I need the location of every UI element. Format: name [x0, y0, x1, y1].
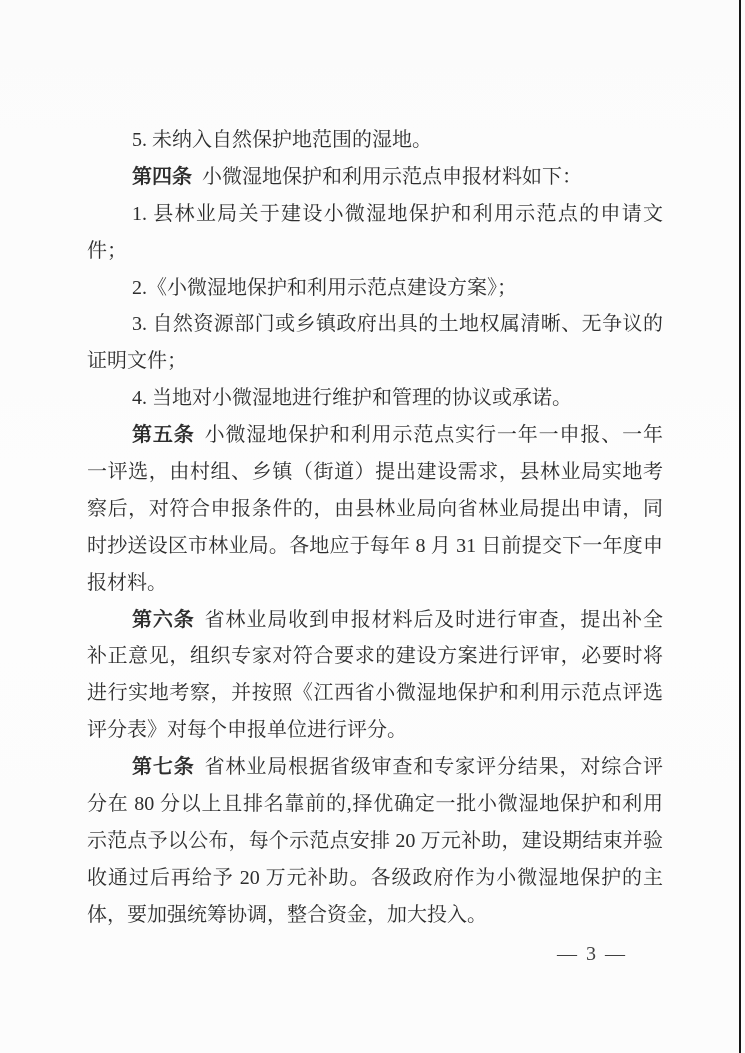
line-text: 件； [87, 239, 127, 262]
line-text: 一评选，由村组、乡镇（街道）提出建设需求，县林业局实地考 [87, 461, 663, 484]
text-line [87, 343, 663, 380]
line-text: 时抄送设区市林业局。各地应于每年 8 月 31 日前提交下一年度申 [87, 534, 663, 557]
text-line [87, 306, 663, 343]
line-text: 5. 未纳入自然保护地范围的湿地。 [132, 129, 432, 151]
text-line [87, 786, 663, 823]
scan-edge-line [739, 0, 741, 1053]
line-text: 2.《小微湿地保护和利用示范点建设方案》； [132, 276, 517, 299]
line-text: 收通过后再给予 20 万元补助。各级政府作为小微湿地保护的主 [87, 866, 663, 889]
line-text: 3. 自然资源部门或乡镇政府出具的土地权属清晰、无争议的 [132, 313, 663, 336]
article-label: 第五条 [132, 424, 195, 447]
line-text: 分在 80 分以上且排名靠前的,择优确定一批小微湿地保护和利用 [87, 793, 663, 816]
text-line [87, 675, 663, 712]
line-text: 省林业局收到申报材料后及时进行审查，提出补全 [204, 608, 663, 631]
line-text: 察后，对符合申报条件的，由县林业局向省林业局提出申请，同 [87, 497, 663, 520]
text-line [87, 749, 663, 786]
line-text: 示范点予以公布，每个示范点安排 20 万元补助，建设期结束并验 [87, 829, 663, 852]
article-label: 第七条 [132, 756, 195, 779]
line-text: 4. 当地对小微湿地进行维护和管理的协议或承诺。 [132, 387, 572, 410]
line-text: 省林业局根据省级审查和专家评分结果，对综合评 [204, 756, 663, 779]
line-text: 报材料。 [87, 571, 167, 594]
text-line [87, 897, 663, 934]
text-line [87, 454, 663, 491]
text-line [87, 491, 663, 528]
article-label: 第四条 [132, 165, 192, 188]
text-line [87, 823, 663, 860]
line-text: 评分表》对每个申报单位进行评分。 [87, 719, 407, 742]
text-line [87, 270, 663, 307]
line-text: 小微湿地保护和利用示范点实行一年一申报、一年 [204, 424, 663, 447]
text-line [87, 638, 663, 675]
text-line [87, 565, 663, 602]
article-label: 第六条 [132, 608, 195, 631]
text-line [87, 380, 663, 417]
text-line [87, 233, 663, 270]
page-number: — 3 — [557, 943, 627, 965]
document-body [87, 122, 663, 934]
text-line [87, 159, 663, 196]
text-line [87, 712, 663, 749]
text-line [87, 860, 663, 897]
text-line [87, 528, 663, 565]
line-text: 进行实地考察，并按照《江西省小微湿地保护和利用示范点评选 [87, 682, 663, 705]
text-line [87, 122, 663, 159]
text-line [87, 417, 663, 454]
line-text: 小微湿地保护和利用示范点申报材料如下： [202, 165, 582, 188]
line-text: 证明文件； [87, 350, 187, 373]
line-text: 1. 县林业局关于建设小微湿地保护和利用示范点的申请文 [132, 202, 663, 225]
line-text: 体，要加强统筹协调，整合资金，加大投入。 [87, 903, 487, 926]
line-text: 补正意见，组织专家对符合要求的建设方案进行评审，必要时将 [87, 645, 663, 668]
text-line [87, 196, 663, 233]
text-line [87, 602, 663, 639]
